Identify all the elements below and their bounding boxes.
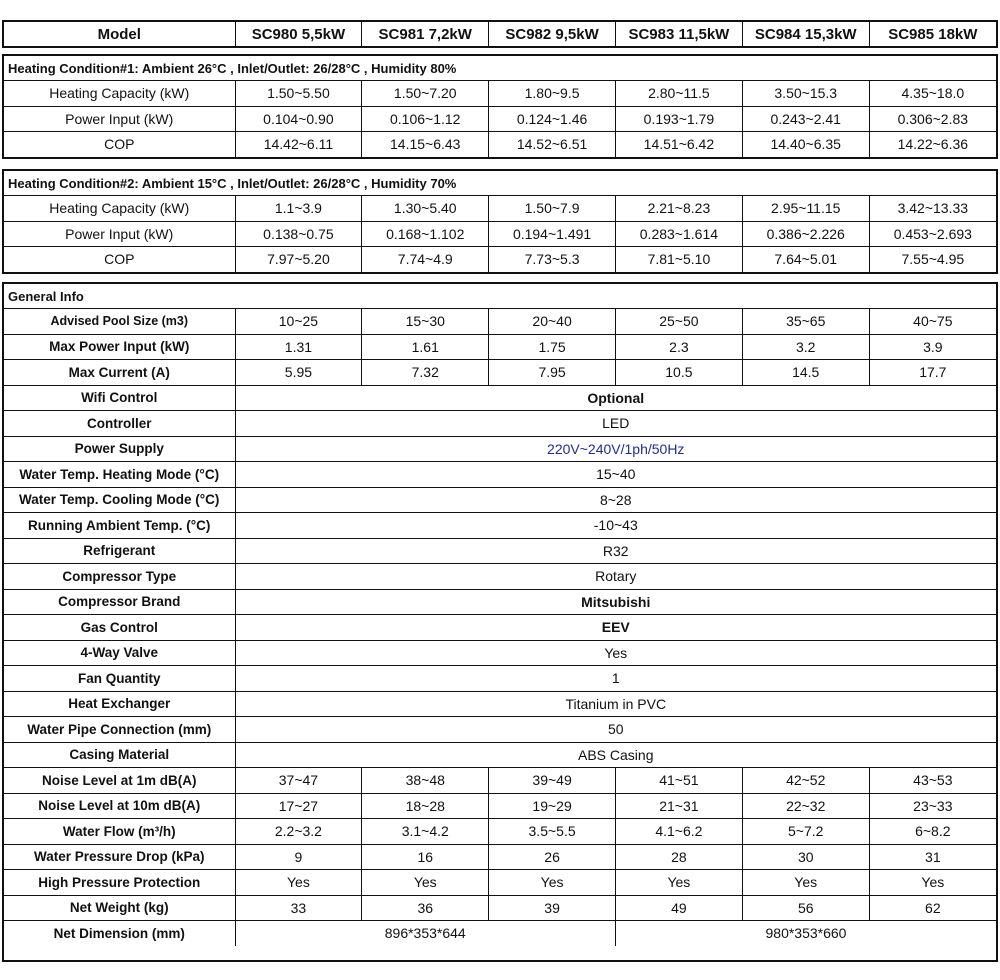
cell: 8~28 <box>235 487 996 513</box>
general-info-table <box>4 284 996 946</box>
cell: 0.283~1.614 <box>615 221 742 247</box>
general-info-block <box>2 282 998 962</box>
cell: 37~47 <box>235 768 362 794</box>
cell: 49 <box>615 895 742 921</box>
table-row <box>4 564 996 590</box>
row-label: Power Input (kW) <box>4 106 235 132</box>
cell: 0.168~1.102 <box>362 221 489 247</box>
row-label: Compressor Type <box>4 564 235 590</box>
table-row <box>4 436 996 462</box>
table-row <box>4 691 996 717</box>
row-label: Water Temp. Heating Mode (°C) <box>4 462 235 488</box>
cell: 25~50 <box>615 309 742 335</box>
cell: 5~7.2 <box>742 819 869 845</box>
model-name: SC981 7,2kW <box>362 22 489 47</box>
cell: 50 <box>235 717 996 743</box>
table-row <box>4 666 996 692</box>
table-row <box>4 106 996 132</box>
table-row <box>4 844 996 870</box>
cell: 1.50~7.9 <box>489 196 616 222</box>
table-row <box>4 81 996 107</box>
row-label: 4-Way Valve <box>4 640 235 666</box>
cell: 2.3 <box>615 334 742 360</box>
row-label: Casing Material <box>4 742 235 768</box>
cell: 2.95~11.15 <box>742 196 869 222</box>
cell: Rotary <box>235 564 996 590</box>
cell: 14.22~6.36 <box>869 132 996 157</box>
cell: 30 <box>742 844 869 870</box>
table-row <box>4 411 996 437</box>
row-label: Max Current (A) <box>4 360 235 386</box>
table-row <box>4 334 996 360</box>
cell: 38~48 <box>362 768 489 794</box>
cell: 26 <box>489 844 616 870</box>
cell: 35~65 <box>742 309 869 335</box>
cell: 3.2 <box>742 334 869 360</box>
table-row <box>4 819 996 845</box>
cell: 15~40 <box>235 462 996 488</box>
table-row <box>4 768 996 794</box>
cell: 3.42~13.33 <box>869 196 996 222</box>
row-label: Compressor Brand <box>4 589 235 615</box>
cell: 40~75 <box>869 309 996 335</box>
cell: Yes <box>615 870 742 896</box>
row-label: Fan Quantity <box>4 666 235 692</box>
cell: 7.55~4.95 <box>869 247 996 272</box>
cell: 17~27 <box>235 793 362 819</box>
row-label: Heating Capacity (kW) <box>4 81 235 107</box>
cell: 2.21~8.23 <box>615 196 742 222</box>
model-header-row <box>4 22 996 47</box>
table-row <box>4 487 996 513</box>
cell: 10.5 <box>615 360 742 386</box>
cell: EEV <box>235 615 996 641</box>
cell: 23~33 <box>869 793 996 819</box>
cell: Yes <box>235 640 996 666</box>
table-row <box>4 921 996 946</box>
row-label: Noise Level at 10m dB(A) <box>4 793 235 819</box>
model-name: SC984 15,3kW <box>742 22 869 47</box>
cell: 0.194~1.491 <box>489 221 616 247</box>
cell: 39~49 <box>489 768 616 794</box>
row-label: Controller <box>4 411 235 437</box>
table-row <box>4 615 996 641</box>
cell: 33 <box>235 895 362 921</box>
table-row <box>4 742 996 768</box>
table-row <box>4 895 996 921</box>
cell: 22~32 <box>742 793 869 819</box>
model-label: Model <box>4 22 235 47</box>
model-name: SC983 11,5kW <box>615 22 742 47</box>
row-label: High Pressure Protection <box>4 870 235 896</box>
cell: 36 <box>362 895 489 921</box>
cell: 1.30~5.40 <box>362 196 489 222</box>
cell: 0.243~2.41 <box>742 106 869 132</box>
cell: 7.74~4.9 <box>362 247 489 272</box>
section-title: Heating Condition#2: Ambient 15°C , Inlet/Outlet: 26/28°C , Humidity 70% <box>4 171 996 196</box>
cell: 9 <box>235 844 362 870</box>
cell: 39 <box>489 895 616 921</box>
cell: 0.453~2.693 <box>869 221 996 247</box>
row-label: Power Supply <box>4 436 235 462</box>
cell: LED <box>235 411 996 437</box>
cell: 4.1~6.2 <box>615 819 742 845</box>
row-label: Max Power Input (kW) <box>4 334 235 360</box>
cell: Yes <box>235 870 362 896</box>
cell: 0.138~0.75 <box>235 221 362 247</box>
cell: 14.15~6.43 <box>362 132 489 157</box>
cell: 42~52 <box>742 768 869 794</box>
cell: 7.97~5.20 <box>235 247 362 272</box>
row-label: Water Pipe Connection (mm) <box>4 717 235 743</box>
cell: 5.95 <box>235 360 362 386</box>
cell: 0.124~1.46 <box>489 106 616 132</box>
cell: 10~25 <box>235 309 362 335</box>
cell: Yes <box>869 870 996 896</box>
row-label: Noise Level at 1m dB(A) <box>4 768 235 794</box>
cell: 7.81~5.10 <box>615 247 742 272</box>
cell: Yes <box>742 870 869 896</box>
cell: 17.7 <box>869 360 996 386</box>
table-row <box>4 538 996 564</box>
heating-condition-1-block <box>2 54 998 159</box>
model-header-block <box>2 20 998 48</box>
cell: 1.61 <box>362 334 489 360</box>
cell: 0.306~2.83 <box>869 106 996 132</box>
heating-condition-2-table <box>4 171 996 272</box>
row-label: Heating Capacity (kW) <box>4 196 235 222</box>
table-row <box>4 589 996 615</box>
cell: Mitsubishi <box>235 589 996 615</box>
cell: 14.42~6.11 <box>235 132 362 157</box>
row-label: Gas Control <box>4 615 235 641</box>
cell: ABS Casing <box>235 742 996 768</box>
row-label: Running Ambient Temp. (°C) <box>4 513 235 539</box>
cell: 1.31 <box>235 334 362 360</box>
cell: 7.73~5.3 <box>489 247 616 272</box>
row-label: Water Temp. Cooling Mode (°C) <box>4 487 235 513</box>
cell: 43~53 <box>869 768 996 794</box>
table-row <box>4 717 996 743</box>
cell: R32 <box>235 538 996 564</box>
cell: 28 <box>615 844 742 870</box>
row-label: Wifi Control <box>4 385 235 411</box>
heating-condition-1-table <box>4 56 996 157</box>
row-label: Power Input (kW) <box>4 221 235 247</box>
cell: 1.50~5.50 <box>235 81 362 107</box>
table-row <box>4 132 996 157</box>
table-row <box>4 870 996 896</box>
row-label: Net Weight (kg) <box>4 895 235 921</box>
cell: 3.9 <box>869 334 996 360</box>
cell: 19~29 <box>489 793 616 819</box>
model-name: SC980 5,5kW <box>235 22 362 47</box>
cell: 7.95 <box>489 360 616 386</box>
cell: 1.1~3.9 <box>235 196 362 222</box>
model-name: SC982 9,5kW <box>489 22 616 47</box>
table-row <box>4 385 996 411</box>
cell: 14.51~6.42 <box>615 132 742 157</box>
cell: 896*353*644 <box>235 921 615 946</box>
heating-condition-2-block <box>2 169 998 274</box>
cell: 4.35~18.0 <box>869 81 996 107</box>
cell: 1 <box>235 666 996 692</box>
cell: 7.64~5.01 <box>742 247 869 272</box>
row-label: Refrigerant <box>4 538 235 564</box>
row-label: Water Flow (m³/h) <box>4 819 235 845</box>
cell: -10~43 <box>235 513 996 539</box>
table-row <box>4 513 996 539</box>
cell: 16 <box>362 844 489 870</box>
cell: 2.2~3.2 <box>235 819 362 845</box>
cell: Optional <box>235 385 996 411</box>
cell: 7.32 <box>362 360 489 386</box>
cell: 980*353*660 <box>615 921 996 946</box>
cell: 0.193~1.79 <box>615 106 742 132</box>
model-header-table <box>4 22 996 47</box>
cell: 62 <box>869 895 996 921</box>
cell: 3.50~15.3 <box>742 81 869 107</box>
cell: Yes <box>489 870 616 896</box>
cell: 1.80~9.5 <box>489 81 616 107</box>
table-row <box>4 640 996 666</box>
cell: 0.386~2.226 <box>742 221 869 247</box>
cell: 0.106~1.12 <box>362 106 489 132</box>
cell: 31 <box>869 844 996 870</box>
cell: 220V~240V/1ph/50Hz <box>235 436 996 462</box>
row-label: Net Dimension (mm) <box>4 921 235 946</box>
row-label: COP <box>4 247 235 272</box>
row-label: Advised Pool Size (m3) <box>4 309 235 335</box>
model-name: SC985 18kW <box>869 22 996 47</box>
cell: Titanium in PVC <box>235 691 996 717</box>
cell: 6~8.2 <box>869 819 996 845</box>
cell: 3.1~4.2 <box>362 819 489 845</box>
cell: Yes <box>362 870 489 896</box>
cell: 41~51 <box>615 768 742 794</box>
row-label: Heat Exchanger <box>4 691 235 717</box>
table-row <box>4 247 996 272</box>
section-title: Heating Condition#1: Ambient 26°C , Inlet/Outlet: 26/28°C , Humidity 80% <box>4 56 996 81</box>
cell: 14.40~6.35 <box>742 132 869 157</box>
table-row <box>4 360 996 386</box>
row-label: COP <box>4 132 235 157</box>
cell: 3.5~5.5 <box>489 819 616 845</box>
table-row <box>4 221 996 247</box>
table-row <box>4 793 996 819</box>
cell: 0.104~0.90 <box>235 106 362 132</box>
table-row <box>4 462 996 488</box>
cell: 18~28 <box>362 793 489 819</box>
cell: 1.75 <box>489 334 616 360</box>
section-title: General Info <box>4 284 996 309</box>
table-row <box>4 196 996 222</box>
cell: 2.80~11.5 <box>615 81 742 107</box>
cell: 56 <box>742 895 869 921</box>
cell: 14.5 <box>742 360 869 386</box>
cell: 20~40 <box>489 309 616 335</box>
cell: 15~30 <box>362 309 489 335</box>
row-label: Water Pressure Drop (kPa) <box>4 844 235 870</box>
cell: 1.50~7.20 <box>362 81 489 107</box>
cell: 21~31 <box>615 793 742 819</box>
cell: 14.52~6.51 <box>489 132 616 157</box>
table-row <box>4 309 996 335</box>
